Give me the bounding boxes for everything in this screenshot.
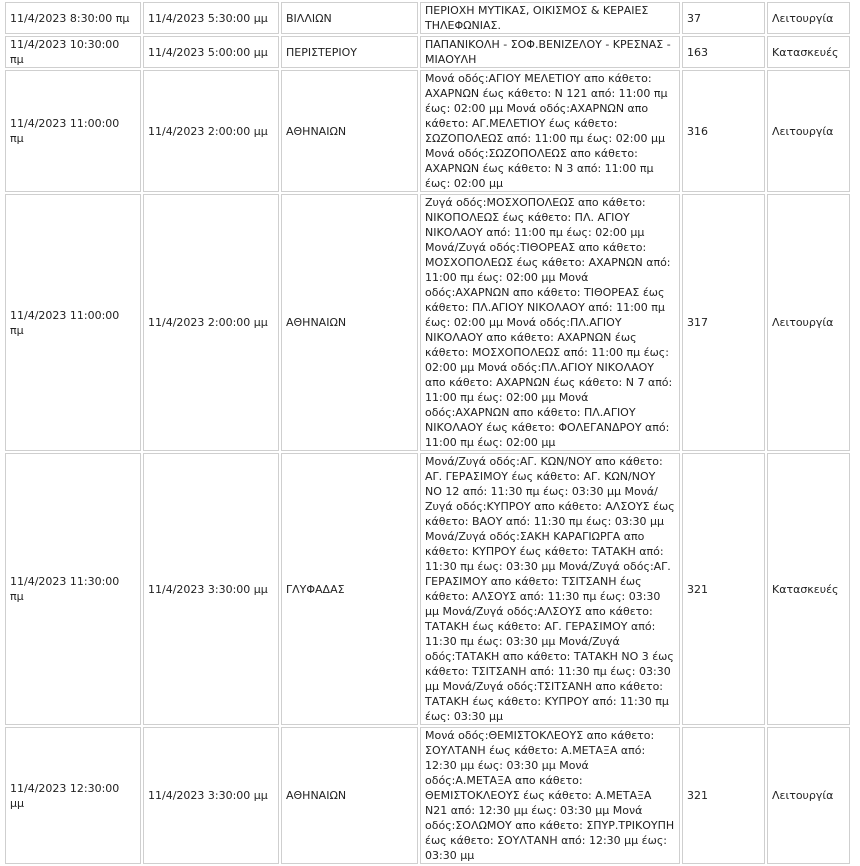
area-name: ΒΙΛΛΙΩΝ: [286, 11, 332, 25]
table-row: [5, 453, 850, 725]
end-cell: [143, 2, 279, 34]
area-cell: [281, 727, 418, 864]
outage-number: 316: [687, 124, 708, 138]
end-time: 11/4/2023 5:00:00 μμ: [148, 45, 268, 59]
area-name: ΑΘΗΝΑΙΩΝ: [286, 316, 347, 329]
outage-table: [3, 0, 852, 866]
description-cell: [420, 36, 680, 68]
start-time: 11/4/2023 11:30:00 πμ: [10, 575, 120, 603]
area-cell: [281, 194, 418, 451]
area-cell: [281, 70, 418, 192]
type-cell: [767, 453, 850, 725]
type-cell: [767, 194, 850, 451]
description-text: Ζυγά οδός:ΜΟΣΧΟΠΟΛΕΩΣ απο κάθετο: ΝΙΚΟΠΟΛΕΩΣ έως κάθετο: ΠΛ. ΑΓΙΟΥ ΝΙΚΟΛΑΟΥ από: 11:00 πμ έως: 02:00 μμ Μονά/Ζυγά οδός:ΤΙΘΟΡΕΑΣ απο κάθετο: ΜΟΣΧΟΠΟΛΕΩΣ έως κάθετο: ΑΧΑΡΝΩΝ από: 11:00 πμ έως: 02:00 μμ Μονά οδός:ΑΧΑΡΝΩΝ απο κάθετο: ΤΙΘΟΡΕΑΣ έως κάθετο: ΠΛ.ΑΓΙΟΥ ΝΙΚΟΛΑΟΥ από: 11:00 πμ έως: 02:00 μμ Μονά οδός:ΠΛ.ΑΓΙΟΥ ΝΙΚΟΛΑΟΥ απο κάθετο: ΑΧΑΡΝΩΝ έως κάθετο: ΜΟΣΧΟΠΟΛΕΩΣ από: 11:00 πμ έως: 02:00 μμ Μονά οδός:ΠΛ.ΑΓΙΟΥ ΝΙΚΟΛΑΟΥ απο κάθετο: ΑΧΑΡΝΩΝ έως κάθετο: Ν 7 από: 11:00 πμ έως: 02:00 μμ Μονά οδός:ΑΧΑΡΝΩΝ απο κάθετο: ΠΛ.ΑΓΙΟΥ ΝΙΚΟΛΑΟΥ έως κάθετο: ΦΟΛΕΓΑΝΔΡΟΥ από: 11:00 πμ έως: 02:00 μμ: [425, 196, 673, 449]
end-time: 11/4/2023 5:30:00 μμ: [148, 11, 268, 25]
description-text: Μονά οδός:ΑΓΙΟΥ ΜΕΛΕΤΙΟΥ απο κάθετο: ΑΧΑΡΝΩΝ έως κάθετο: Ν 121 από: 11:00 πμ έως: 02:00 μμ Μονά οδός:ΑΧΑΡΝΩΝ απο κάθετο: ΑΓ.ΜΕΛΕΤΙΟΥ έως κάθετο: ΣΩΖΟΠΟΛΕΩΣ από: 11:00 πμ έως: 02:00 μμ Μονά οδός:ΣΩΖΟΠΟΛΕΩΣ απο κάθετο: ΑΧΑΡΝΩΝ έως κάθετο: Ν 3 από: 11:00 πμ έως: 02:00 μμ: [425, 72, 668, 190]
end-cell: [143, 194, 279, 451]
description-cell: [420, 727, 680, 864]
area-name: ΑΘΗΝΑΙΩΝ: [286, 789, 347, 802]
start-cell: [5, 727, 141, 864]
start-time: 11/4/2023 8:30:00 πμ: [10, 11, 130, 25]
start-time: 11/4/2023 11:00:00 πμ: [10, 117, 120, 145]
outage-type: Λειτουργία: [772, 11, 834, 25]
outage-number: 317: [687, 316, 708, 329]
outage-number: 321: [687, 582, 708, 596]
description-cell: [420, 70, 680, 192]
end-cell: [143, 727, 279, 864]
outage-type: Λειτουργία: [772, 124, 834, 138]
type-cell: [767, 36, 850, 68]
description-text: ΠΕΡΙΟΧΗ ΜΥΤΙΚΑΣ, ΟΙΚΙΣΜΟΣ & ΚΕΡΑΙΕΣ ΤΗΛΕΦΩΝΙΑΣ.: [425, 4, 649, 32]
outage-number: 321: [687, 789, 708, 802]
table-row: [5, 70, 850, 192]
number-cell: [682, 194, 765, 451]
table-row: [5, 2, 850, 34]
number-cell: [682, 727, 765, 864]
start-cell: [5, 36, 141, 68]
outage-type: Λειτουργία: [772, 789, 834, 802]
end-time: 11/4/2023 2:00:00 μμ: [148, 316, 268, 329]
type-cell: [767, 727, 850, 864]
outage-number: 163: [687, 45, 708, 59]
description-text: ΠΑΠΑΝΙΚΟΛΗ - ΣΟΦ.ΒΕΝΙΖΕΛΟΥ - ΚΡΕΣΝΑΣ - ΜΙΑΟΥΛΗ: [425, 38, 671, 66]
outage-number: 37: [687, 11, 701, 25]
table-row: [5, 727, 850, 864]
start-cell: [5, 70, 141, 192]
end-time: 11/4/2023 3:30:00 μμ: [148, 582, 268, 596]
table-row: [5, 36, 850, 68]
start-cell: [5, 2, 141, 34]
end-cell: [143, 453, 279, 725]
table-row: [5, 194, 850, 451]
area-name: ΑΘΗΝΑΙΩΝ: [286, 124, 347, 138]
description-cell: [420, 194, 680, 451]
area-cell: [281, 453, 418, 725]
area-name: ΠΕΡΙΣΤΕΡΙΟΥ: [286, 45, 357, 59]
number-cell: [682, 453, 765, 725]
number-cell: [682, 2, 765, 34]
end-cell: [143, 36, 279, 68]
start-time: 11/4/2023 11:00:00 πμ: [10, 308, 120, 337]
number-cell: [682, 36, 765, 68]
outage-type: Λειτουργία: [772, 316, 834, 329]
end-time: 11/4/2023 3:30:00 μμ: [148, 789, 268, 802]
type-cell: [767, 2, 850, 34]
description-text: Μονά οδός:ΘΕΜΙΣΤΟΚΛΕΟΥΣ απο κάθετο: ΣΟΥΛΤΑΝΗ έως κάθετο: Α.ΜΕΤΑΞΑ από: 12:30 μμ έως: 03:30 μμ Μονά οδός:Α.ΜΕΤΑΞΑ απο κάθετο: ΘΕΜΙΣΤΟΚΛΕΟΥΣ έως κάθετο: Α.ΜΕΤΑΞΑ Ν21 από: 12:30 μμ έως: 03:30 μμ Μονά οδός:ΣΟΛΩΜΟΥ απο κάθετο: ΣΠΥΡ.ΤΡΙΚΟΥΠΗ έως κάθετο: ΣΟΥΛΤΑΝΗ από: 12:30 μμ έως: 03:30 μμ: [425, 729, 675, 862]
outage-type: Κατασκευές: [772, 582, 839, 596]
end-time: 11/4/2023 2:00:00 μμ: [148, 124, 268, 138]
start-cell: [5, 194, 141, 451]
outage-type: Κατασκευές: [772, 45, 839, 59]
description-cell: [420, 453, 680, 725]
start-time: 11/4/2023 10:30:00 πμ: [10, 38, 120, 66]
description-text: Μονά/Ζυγά οδός:ΑΓ. ΚΩΝ/ΝΟΥ απο κάθετο: ΑΓ. ΓΕΡΑΣΙΜΟΥ έως κάθετο: ΑΓ. ΚΩΝ/ΝΟΥ ΝΟ 12 από: 11:30 πμ έως: 03:30 μμ Μονά/Ζυγά οδός:ΚΥΠΡΟΥ απο κάθετο: ΑΛΣΟΥΣ έως κάθετο: ΒΑΟΥ από: 11:30 πμ έως: 03:30 μμ Μονά/Ζυγά οδός:ΣΑΚΗ ΚΑΡΑΓΙΩΡΓΑ απο κάθετο: ΚΥΠΡΟΥ έως κάθετο: ΤΑΤΑΚΗ από: 11:30 πμ έως: 03:30 μμ Μονά/Ζυγά οδός:ΑΓ. ΓΕΡΑΣΙΜΟΥ απο κάθετο: ΤΣΙΤΣΑΝΗ έως κάθετο: ΑΛΣΟΥΣ από: 11:30 πμ έως: 03:30 μμ Μονά/Ζυγά οδός:ΑΛΣΟΥΣ απο κάθετο: ΤΑΤΑΚΗ έως κάθετο: ΑΓ. ΓΕΡΑΣΙΜΟΥ από: 11:30 πμ έως: 03:30 μμ Μονά/Ζυγά οδός:ΤΑΤΑΚΗ απο κάθετο: ΤΑΤΑΚΗ ΝΟ 3 έως κάθετο: ΤΣΙΤΣΑΝΗ από: 11:30 πμ έως: 03:30 μμ Μονά/Ζυγά οδός:ΤΣΙΤΣΑΝΗ απο κάθετο: ΤΑΤΑΚΗ έως κάθετο: ΚΥΠΡΟΥ από: 11:30 πμ έως: 03:30 μμ: [425, 455, 675, 723]
start-cell: [5, 453, 141, 725]
area-name: ΓΛΥΦΑΔΑΣ: [286, 582, 345, 596]
start-time: 11/4/2023 12:30:00 μμ: [10, 781, 120, 810]
description-cell: [420, 2, 680, 34]
number-cell: [682, 70, 765, 192]
type-cell: [767, 70, 850, 192]
area-cell: [281, 2, 418, 34]
area-cell: [281, 36, 418, 68]
end-cell: [143, 70, 279, 192]
